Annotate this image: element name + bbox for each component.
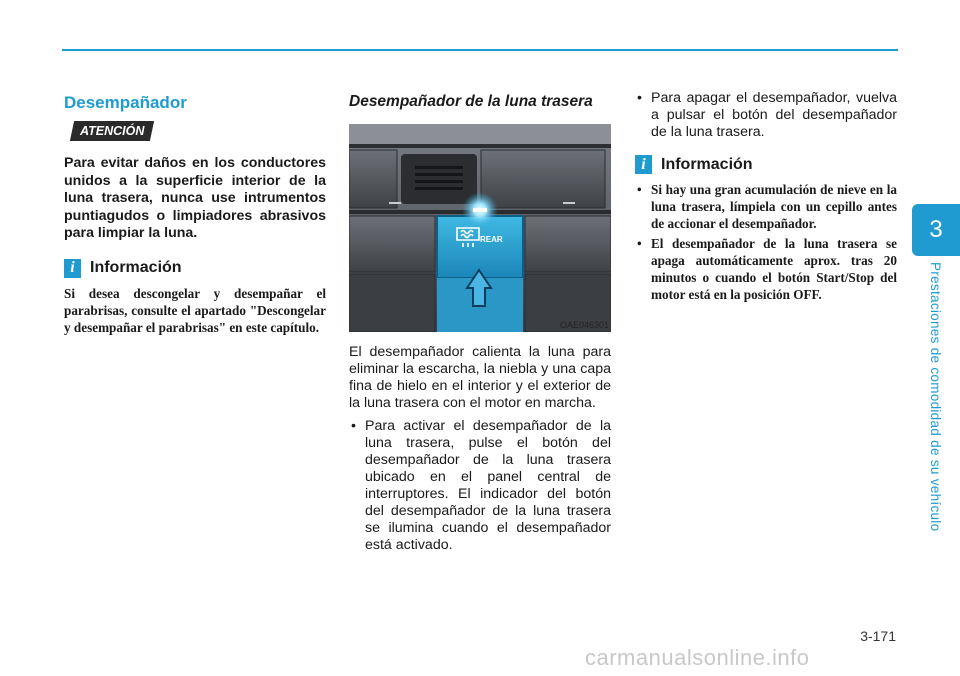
bullet-list (349, 418, 611, 554)
info-heading (635, 155, 897, 174)
column-middle (349, 90, 611, 560)
chapter-tab: 3 (912, 204, 960, 256)
list-item: • El desempañador de la luna trasera se apaga automáticamente aprox. tras 20 minutos o cuando el botón Start/Stop del motor está en la posición OFF. (635, 235, 897, 303)
header-rule (62, 49, 898, 51)
list-item: • Si hay una gran acumulación de nieve en la luna trasera, límpiela con un cepillo antes de accionar el desempañador. (635, 181, 897, 232)
info-title: Información (90, 259, 182, 276)
info-icon: i (64, 259, 81, 278)
info-heading (64, 259, 326, 278)
warning-label: ATENCIÓN (80, 124, 145, 138)
info-title: Información (661, 155, 753, 173)
warning-text: Para evitar daños en los conductores unidos a la superficie interior de la luna trasera, nunca use intrumentos puntiagudos o limpiadores abrasivos para limpiar la luna. (64, 155, 326, 241)
image-code: OAE046301 (559, 320, 609, 330)
column-left (64, 90, 326, 336)
info-text: Si desea descongelar y desempañar el parabrisas, consulte el apartado "Descongelar y desempañar el parabrisas" en este capítulo. (64, 285, 326, 335)
section-title: Desempañador (64, 93, 187, 112)
button-label: REAR (480, 235, 503, 244)
list-item: • Para apagar el desempañador, vuelva a pulsar el botón del desempañador de la luna trasera. (635, 90, 897, 141)
warning-badge (70, 121, 155, 141)
column-right (635, 90, 897, 306)
watermark: carmanualsonline.info (585, 645, 810, 670)
list-item: • Para activar el desempañador de la luna trasera, pulse el botón del desempañador de la luna trasera ubicado en el panel central de interruptores. El indicador del botón del desempañador de la luna trasera se ilumina cuando el desempañador está activado. (349, 418, 611, 554)
info-bullet-list (635, 181, 897, 303)
intro-text: El desempañador calienta la luna para eliminar la escarcha, la niebla y una capa fina de hielo en el interior y el exterior de la luna trasera con el motor en marcha. (349, 344, 611, 411)
chapter-side-title: Prestaciones de comodidad de su vehículo (928, 262, 943, 532)
rear-defroster-button-photo (349, 124, 611, 332)
bullet-list (635, 90, 897, 141)
dashboard-panel-illustration (349, 124, 611, 332)
subsection-title: Desempañador de la luna trasera (349, 93, 593, 110)
page-number: 3-171 (860, 628, 896, 644)
info-icon: i (635, 155, 652, 174)
